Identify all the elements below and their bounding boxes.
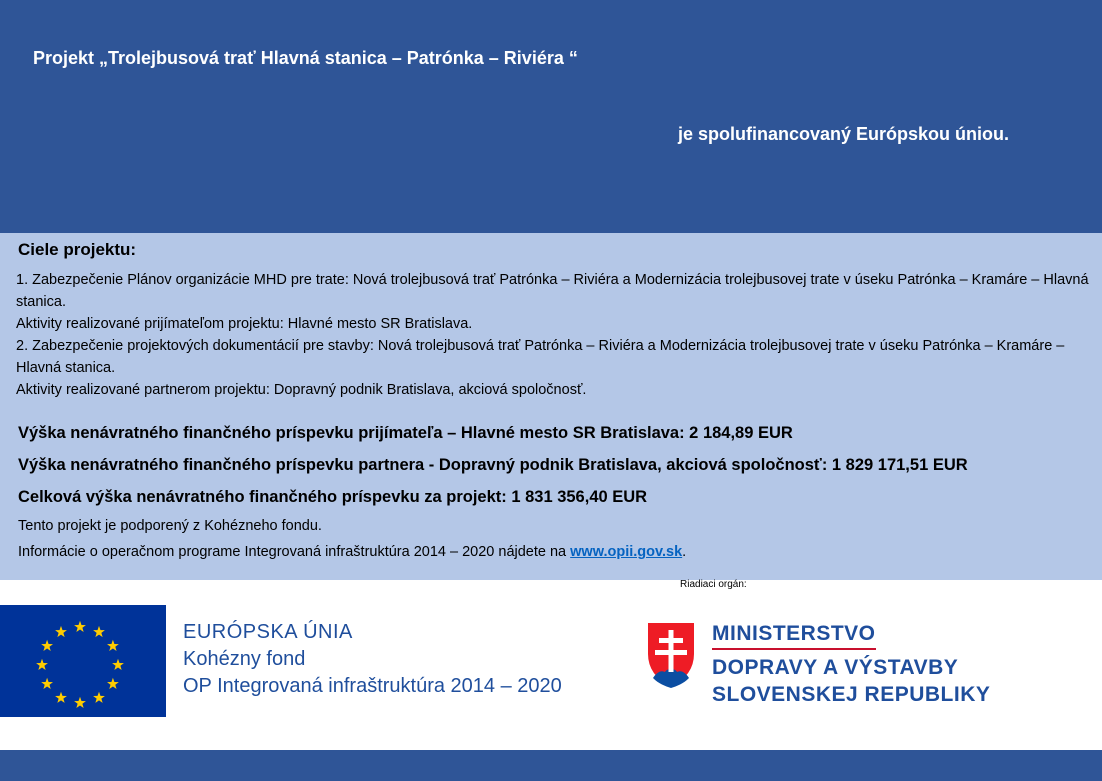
eu-star-icon [41, 678, 53, 689]
header-band [0, 0, 1102, 233]
eu-flag-icon [0, 605, 166, 717]
fund-label: Kohézny fond [183, 648, 306, 670]
info-note [18, 544, 686, 560]
goal-line: 2. Zabezpečenie projektových dokumentácií pre stavby: Nová trolejbusová trať Patrónka – Riviéra a Modernizácia trolejbusovej trate v úseku Patrónka – Kramáre – Hlavná stanica. [16, 338, 1065, 376]
programme-label: OP Integrovaná infraštruktúra 2014 – 2020 [183, 675, 562, 697]
eu-logo-text [183, 619, 562, 700]
goals-list [16, 269, 1100, 401]
ministry-line-2: DOPRAVY A VÝSTAVBY [712, 656, 959, 679]
ministry-label: MINISTERSTVO [712, 620, 876, 650]
recipient-amount: Výška nenávratného finančného príspevku prijímateľa – Hlavné mesto SR Bratislava: 2 184,89 EUR [18, 424, 793, 442]
eu-star-icon [55, 692, 67, 703]
cofinanced-statement: je spolufinancovaný Európskou úniou. [678, 124, 1010, 144]
eu-star-icon [41, 640, 53, 651]
total-amount: Celková výška nenávratného finančného príspevku za projekt: 1 831 356,40 EUR [18, 488, 648, 506]
eu-star-icon [55, 626, 67, 637]
eu-star-icon [74, 621, 86, 632]
goal-line: Aktivity realizované prijímateľom projektu: Hlavné mesto SR Bratislava. [16, 316, 473, 332]
eu-star-icon [36, 659, 48, 670]
eu-star-icon [93, 626, 105, 637]
fund-note: Tento projekt je podporený z Kohézneho fondu. [18, 518, 322, 534]
goal-line: 1. Zabezpečenie Plánov organizácie MHD pre trate: Nová trolejbusová trať Patrónka – Riviéra a Modernizácia trolejbusovej trate v úseku Patrónka – Kramáre – Hlavná stanica. [16, 272, 1089, 310]
project-title: Projekt „Trolejbusová trať Hlavná stanica – Patrónka – Riviéra “ [33, 48, 578, 68]
eu-label: EURÓPSKA ÚNIA [183, 621, 353, 643]
managing-authority-label: Riadiaci orgán: [680, 579, 747, 590]
opii-link[interactable]: www.opii.gov.sk [570, 544, 683, 560]
goals-heading: Ciele projektu: [18, 240, 137, 259]
goal-line: Aktivity realizované partnerom projektu: Dopravný podnik Bratislava, akciová spoločnosť. [16, 382, 587, 398]
eu-star-icon [107, 640, 119, 651]
eu-star-icon [112, 659, 124, 670]
partner-amount: Výška nenávratného finančného príspevku partnera - Dopravný podnik Bratislava, akciová spoločnosť: 1 829 171,51 EUR [18, 456, 968, 474]
slovak-coat-of-arms-icon [645, 620, 697, 695]
ministry-line-3: SLOVENSKEJ REPUBLIKY [712, 683, 991, 706]
info-note-suffix: . [682, 544, 687, 560]
info-note-text: Informácie o operačnom programe Integrovaná infraštruktúra 2014 – 2020 nájdete na [18, 544, 571, 560]
eu-star-icon [107, 678, 119, 689]
ministry-logo-text [712, 620, 990, 708]
eu-star-icon [93, 692, 105, 703]
footer-band [0, 750, 1102, 781]
eu-star-icon [74, 697, 86, 708]
